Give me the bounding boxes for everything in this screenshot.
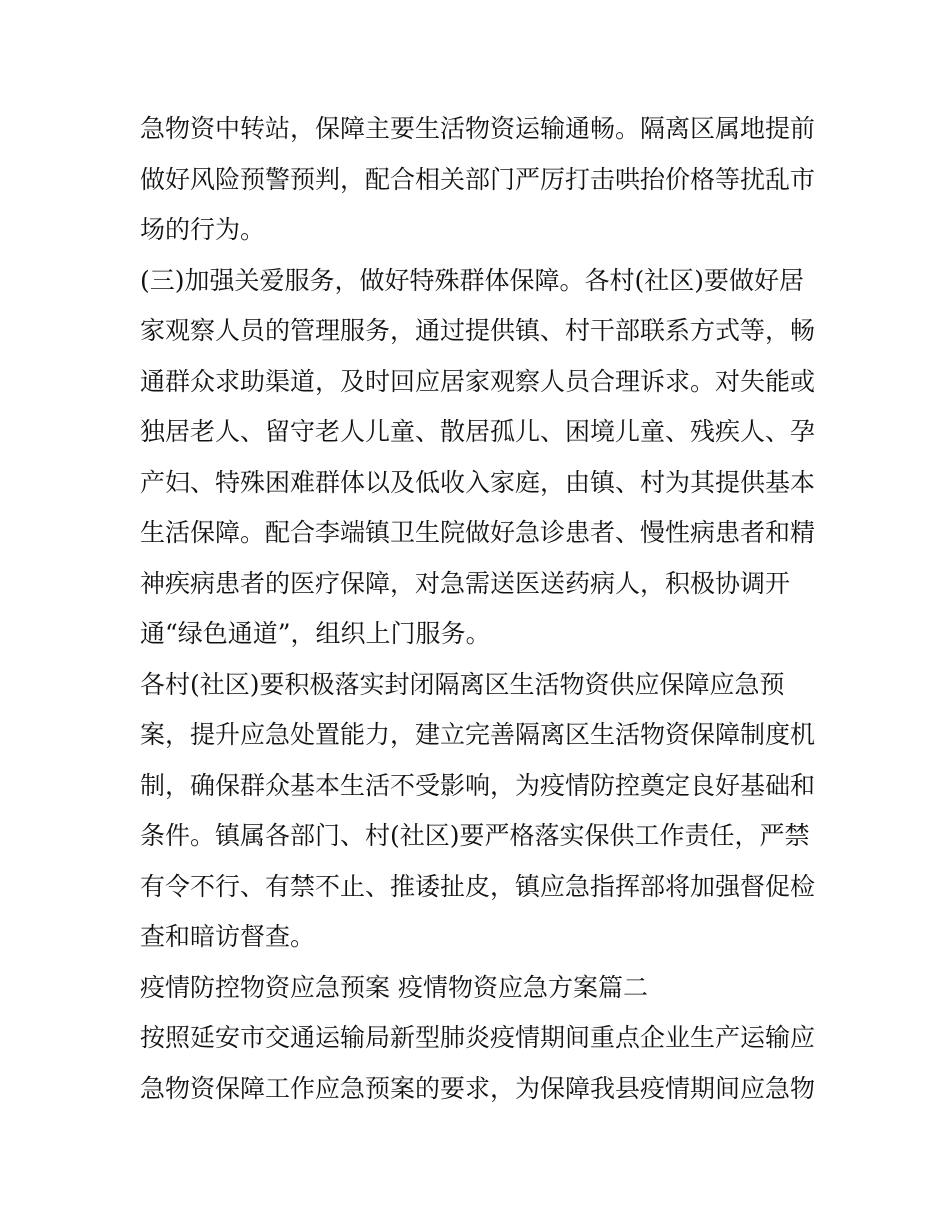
text-line: 通“绿色通道”，组织上门服务。 xyxy=(140,619,491,648)
paragraph-care-services xyxy=(140,256,830,660)
text-line: 产妇、特殊困难群体以及低收入家庭，由镇、村为其提供基本 xyxy=(140,467,816,497)
text-line: 急物资中转站，保障主要生活物资运输通畅。隔离区属地提前 xyxy=(140,114,816,143)
text-line: 条件。镇属各部门、村(社区)要严格落实保供工作责任，严禁 xyxy=(140,821,810,850)
paragraph-supply-transit xyxy=(140,104,830,256)
text-line: 案，提升应急处置能力，建立完善隔离区生活物资保障制度机 xyxy=(140,720,816,749)
text-line: 制，确保群众基本生活不受影响，为疫情防控奠定良好基础和 xyxy=(140,770,816,800)
text-line: 通群众求助渠道，及时回应居家观察人员合理诉求。对失能或 xyxy=(140,366,816,396)
text-line: 各村(社区)要积极落实封闭隔离区生活物资供应保障应急预 xyxy=(140,669,785,699)
text-line: 生活保障。配合李端镇卫生院做好急诊患者、慢性病患者和精 xyxy=(140,518,816,547)
text-line: 有令不行、有禁不止、推诿扯皮，镇应急指挥部将加强督促检 xyxy=(140,871,816,901)
section-heading xyxy=(140,963,830,1014)
paragraph-yanan-plan xyxy=(140,1013,830,1114)
document-body xyxy=(140,104,830,1114)
text-line: 家观察人员的管理服务，通过提供镇、村干部联系方式等，畅 xyxy=(140,316,816,345)
text-line: 做好风险预警预判，配合相关部门严厉打击哄抬价格等扰乱市 xyxy=(140,164,816,194)
text-line: (三)加强关爱服务，做好特殊群体保障。各村(社区)要做好居 xyxy=(140,265,805,295)
text-line: 按照延安市交通运输局新型肺炎疫情期间重点企业生产运输应 xyxy=(140,1023,816,1052)
text-line: 急物资保障工作应急预案的要求，为保障我县疫情期间应急物 xyxy=(140,1073,816,1103)
text-line: 场的行为。 xyxy=(140,215,266,244)
paragraph-village-plan xyxy=(140,660,830,963)
heading-line: 疫情防控物资应急预案 疫情物资应急方案篇二 xyxy=(140,972,648,1002)
text-line: 独居老人、留守老人儿童、散居孤儿、困境儿童、残疾人、孕 xyxy=(140,417,816,446)
text-line: 查和暗访督查。 xyxy=(140,922,316,951)
text-line: 神疾病患者的医疗保障，对急需送医送药病人，积极协调开 xyxy=(140,568,791,598)
